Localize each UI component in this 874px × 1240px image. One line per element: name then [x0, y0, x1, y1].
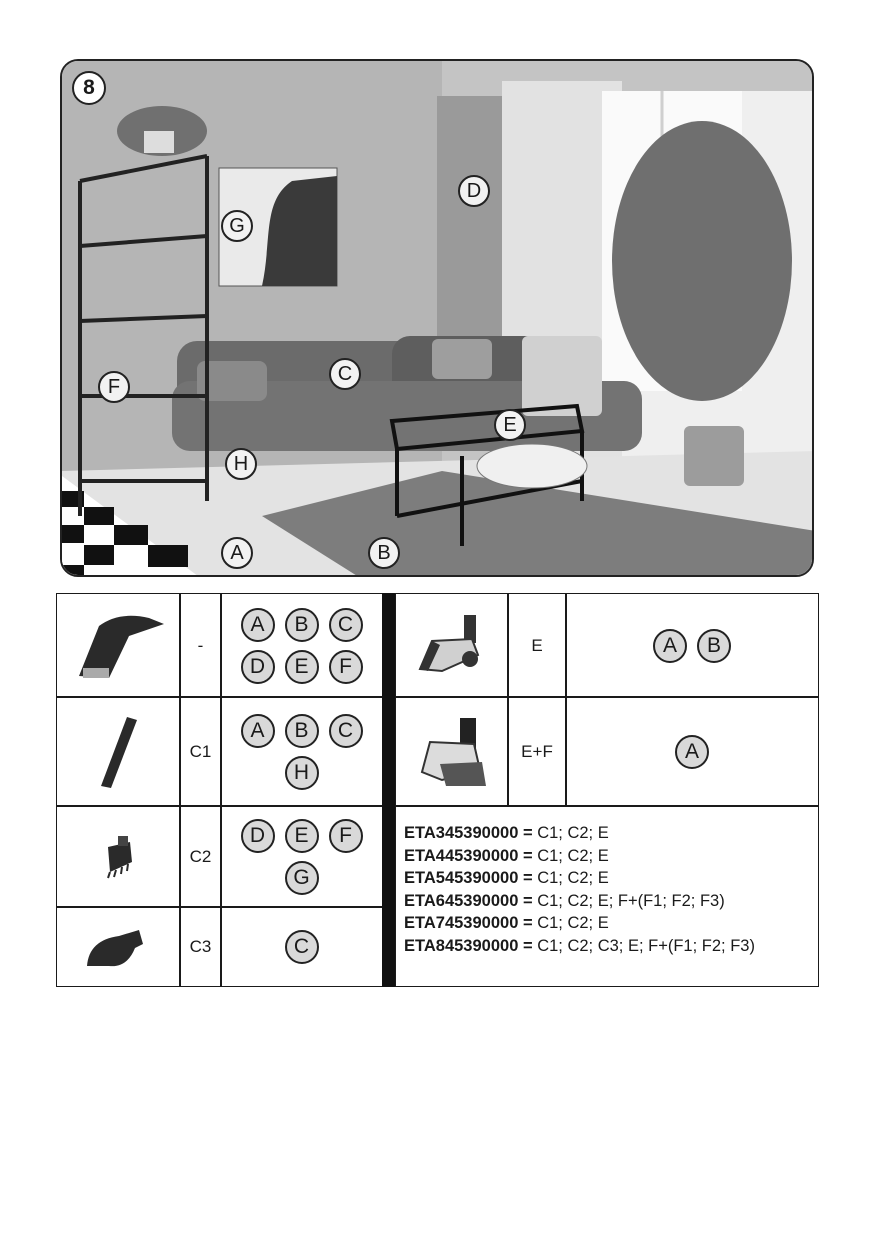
surface-a: A — [675, 735, 709, 769]
label-f: F — [98, 371, 130, 403]
surface-a: A — [241, 714, 275, 748]
surface-d: D — [241, 650, 275, 684]
surface-c: C — [329, 714, 363, 748]
row1-surfaces — [220, 593, 383, 698]
surface-e: E — [285, 650, 319, 684]
model-line: ETA345390000 = C1; C2; E — [404, 824, 609, 842]
model-line: ETA845390000 = C1; C2; C3; E; F+(F1; F2; F3) — [404, 936, 755, 955]
surface-g: G — [285, 861, 319, 895]
figure-number: 8 — [72, 71, 106, 105]
model-line: ETA545390000 = C1; C2; E — [404, 869, 609, 888]
surface-a: A — [241, 608, 275, 642]
label-c: C — [329, 358, 361, 390]
mop-nozzle-icon — [395, 696, 509, 807]
crevice-nozzle-icon — [56, 696, 181, 807]
label-d: D — [458, 175, 490, 207]
surface-b: B — [285, 608, 319, 642]
row-e-code: E — [507, 593, 567, 698]
upholstery-nozzle-icon — [56, 906, 181, 987]
surface-e: E — [285, 819, 319, 853]
row3-code: C2 — [179, 805, 222, 908]
surface-b: B — [697, 629, 731, 663]
model-line: ETA445390000 = C1; C2; E — [404, 846, 609, 865]
surface-c: C — [285, 930, 319, 964]
surface-h: H — [285, 756, 319, 790]
surface-d: D — [241, 819, 275, 853]
handheld-vacuum-icon — [56, 593, 181, 698]
floor-nozzle-icon — [395, 593, 509, 698]
model-line: ETA645390000 = C1; C2; E; F+(F1; F2; F3) — [404, 891, 725, 910]
row1-code: - — [179, 593, 222, 698]
label-g: G — [221, 210, 253, 242]
label-e: E — [494, 409, 526, 441]
accessory-table — [56, 593, 819, 987]
surface-f: F — [329, 819, 363, 853]
row-ef-code: E+F — [507, 696, 567, 807]
label-h: H — [225, 448, 257, 480]
row4-surfaces — [220, 906, 383, 987]
living-room-photo — [60, 59, 814, 577]
brush-nozzle-icon — [56, 805, 181, 908]
row4-code: C3 — [179, 906, 222, 987]
column-separator — [382, 593, 396, 987]
model-list — [395, 805, 819, 987]
row3-surfaces — [220, 805, 383, 908]
model-line: ETA745390000 = C1; C2; E — [404, 914, 609, 933]
surface-f: F — [329, 650, 363, 684]
label-a: A — [221, 537, 253, 569]
row-ef-surfaces — [565, 696, 819, 807]
row2-code: C1 — [179, 696, 222, 807]
row2-surfaces — [220, 696, 383, 807]
surface-b: B — [285, 714, 319, 748]
row-e-surfaces — [565, 593, 819, 698]
living-room-illustration — [62, 61, 814, 577]
surface-a: A — [653, 629, 687, 663]
label-b: B — [368, 537, 400, 569]
surface-c: C — [329, 608, 363, 642]
